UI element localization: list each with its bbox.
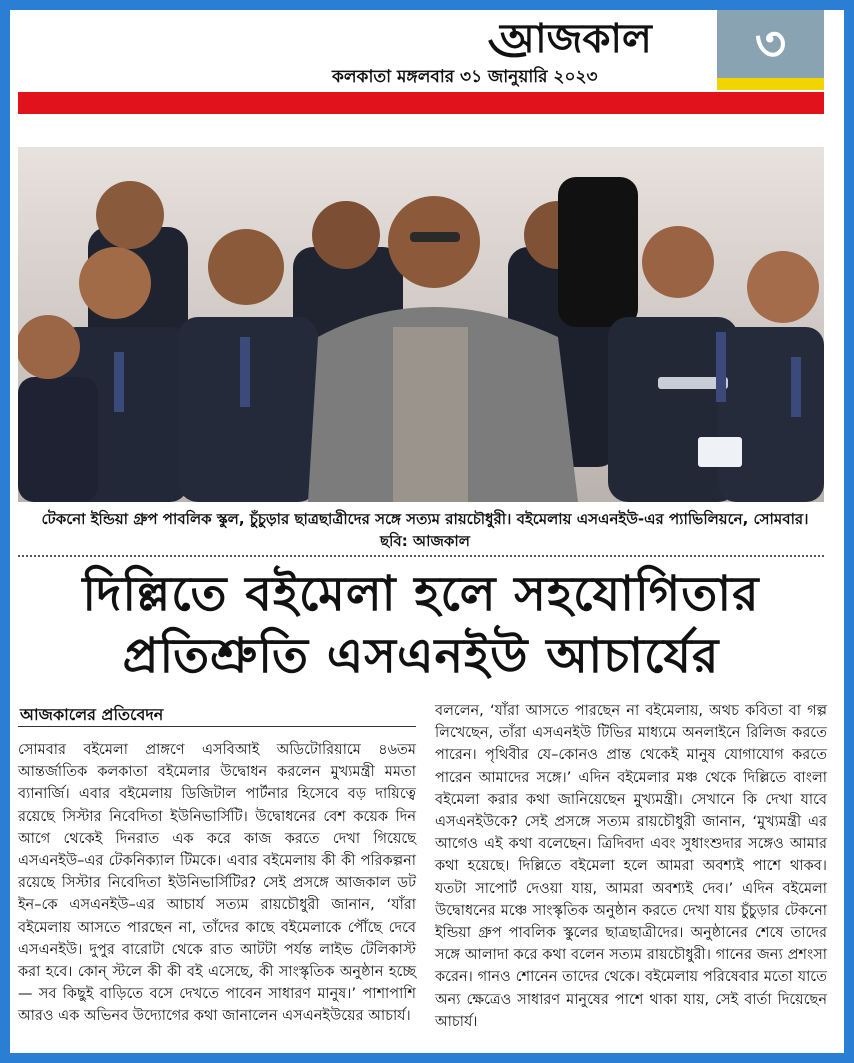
page-number: ৩ <box>754 16 787 72</box>
red-banner-bar <box>18 92 824 114</box>
article-paragraph: সোমবার বইমেলা প্রাঙ্গণে এসবিআই অডিটোরিয়ামে ৪৬তম আন্তর্জাতিক কলকাতা বইমেলার উদ্বোধন করলেন মুখ্যমন্ত্রী মমতা ব্যানার্জি। এবার বইমেলায় ডিজিটাল পার্টনার হিসেবে বড় দায়িত্বে রয়েছে সিস্টার নিবেদিতা ইউনিভার্সিটি। উদ্বোধনের বেশ কয়েক দিন আগে থেকেই দিনরাত এক করে কাজ করতে দেখা গিয়েছে এসএনইউ–এর টেকনিক্যাল টিমকে। এবার বইমেলায় কী কী পরিকল্পনা রয়েছে সিস্টার নিবেদিতা ইউনিভার্সিটির? সেই প্রসঙ্গে আজকাল ডট ইন–কে এসএনইউ–এর আচার্য সত্যম রায়চৌধুরী জানান, ‘যাঁরা বইমেলায় আসতে পারছেন না, তাঁদের কাছে বইমেলাকে পৌঁছে দেবে এসএনইউ। দুপুর বারোটা থেকে রাত আটটা পর্যন্ত লাইভ টেলিকাস্ট করা হবে। কোন্‌ স্টলে কী কী বই এসেছে, কী সাংস্কৃতিক অনুষ্ঠান হচ্ছে— সব কিছুই বাড়িতে বসে দেখতে পাবেন সাধারণ মানুষ।’ পাশাপাশি আরও এক অভিনব উদ্যোগের কথা জানালেন এসএনইউয়ের আচার্য। <box>18 742 416 1025</box>
masthead-logo: আজকাল <box>500 15 652 62</box>
photo-caption: টেকনো ইন্ডিয়া গ্রুপ পাবলিক স্কুল, চুঁচুড়ার ছাত্রছাত্রীদের সঙ্গে সত্যম রায়চৌধুরী। বইমেলায় এসএনইউ-এর প্যাভিলিয়নে, সোমবার। ছবি: আজকাল <box>41 510 809 550</box>
article-column-right <box>435 700 827 1045</box>
news-photo <box>18 147 824 502</box>
dotted-divider <box>18 555 824 557</box>
photo-illustration <box>18 147 824 502</box>
accent-strip <box>717 78 824 90</box>
byline-rule <box>18 726 416 727</box>
page-number-box <box>717 10 824 78</box>
newspaper-page <box>10 10 844 1053</box>
article-headline: দিল্লিতে বইমেলা হলে সহযোগিতার প্রতিশ্রুতি এসএনইউ আচার্যের <box>82 566 760 684</box>
article-byline: আজকালের প্রতিবেদন <box>20 705 164 724</box>
dateline: কলকাতা মঙ্গলবার ৩১ জানুয়ারি ২০২৩ <box>332 67 598 87</box>
article-paragraph: বললেন, ‘যাঁরা আসতে পারছেন না বইমেলায়, অথচ কবিতা বা গল্প লিখেছেন, তাঁরা এসএনইউ টিভির মাধ্যমে অনলাইনে রিলিজ করতে পারেন। পৃথিবীর যে–কোনও প্রান্ত থেকেই মানুষ যোগাযোগ করতে পারেন আমাদের সঙ্গে।’ এদিন বইমেলার মঞ্চ থেকে দিল্লিতে বাংলা বইমেলা করার কথা জানিয়েছেন মুখ্যমন্ত্রী। সেখানে কি দেখা যাবে এসএনইউকে? সেই প্রসঙ্গে সত্যম রায়চৌধুরী জানান, ‘মুখ্যমন্ত্রী এর আগেও এই কথা বলেছেন। ত্রিদিবদা এবং সুধাংশুদার সঙ্গেও আমার কথা হয়েছে। দিল্লিতে বইমেলা হলে আমরা অবশ্যই পাশে থাকব। যতটা সাপোর্ট দেওয়া যায়, আমরা অবশ্যই দেব।’ এদিন বইমেলা উদ্বোধনের মঞ্চে সাংস্কৃতিক অনুষ্ঠান করতে দেখা যায় চুঁচুড়ার টেকনো ইন্ডিয়া গ্রুপ পাবলিক স্কুলের ছাত্রছাত্রীদের। অনুষ্ঠানের শেষে তাদের সঙ্গে আলাদা করে কথা বলেন সত্যম রায়চৌধুরী। গানের জন্য প্রশংসা করেন। গানও শোনেন তাদের থেকে। বইমেলায় পরিষেবার মতো যাতে অন্য ক্ষেত্রেও সাধারণ মানুষের পাশে থাকা যায়, সেই বার্তা দিয়েছেন আচার্য। <box>435 703 827 1030</box>
article-column-left <box>18 739 416 1044</box>
